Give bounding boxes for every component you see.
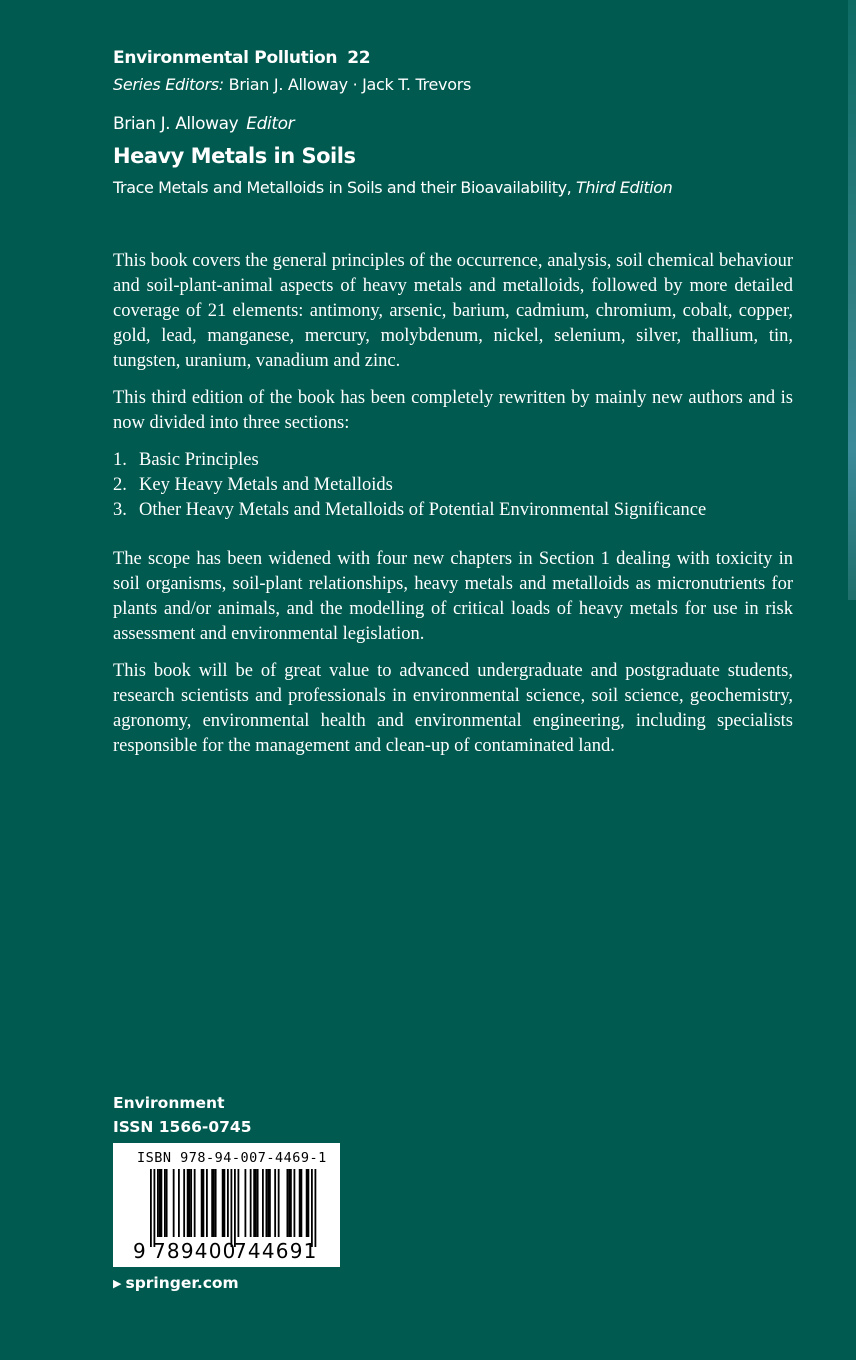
barcode-bar xyxy=(173,1169,175,1237)
barcode-bar xyxy=(150,1169,152,1247)
book-title: Heavy Metals in Soils xyxy=(113,144,356,168)
barcode-bar xyxy=(187,1169,189,1237)
series-title xyxy=(113,46,471,70)
list-item xyxy=(113,498,793,523)
barcode-bar xyxy=(274,1169,276,1237)
barcode-bar xyxy=(306,1169,308,1237)
issn-label: ISSN 1566-0745 xyxy=(113,1118,252,1136)
edition-text: Third Edition xyxy=(576,178,673,197)
editor-name: Brian J. Alloway xyxy=(113,114,239,134)
barcode-bar xyxy=(227,1169,229,1237)
barcode-bar xyxy=(231,1169,233,1247)
barcode-bar xyxy=(154,1169,156,1247)
sections-list xyxy=(113,448,793,523)
description-paragraph-2: This third edition of the book has been completely rewritten by mainly new authors and is now divided into three sections: xyxy=(113,388,793,433)
barcode-bar xyxy=(201,1169,203,1237)
list-number: 3. xyxy=(113,500,127,520)
barcode-bar xyxy=(255,1169,257,1237)
description xyxy=(113,249,793,759)
list-number: 2. xyxy=(113,475,127,495)
barcode-bar xyxy=(299,1169,301,1237)
barcode-bar xyxy=(288,1169,290,1237)
barcode-bar xyxy=(206,1169,208,1237)
series-editors xyxy=(113,73,471,97)
barcode-bar xyxy=(190,1169,192,1237)
barcode-bar xyxy=(308,1169,310,1237)
description-paragraph-4: This book will be of great value to advanced undergraduate and postgraduate students, research scientists and professionals in environmental science, soil science, geochemistry, agronomy, environmental health and environmental engineering, including specialists responsible for the management and clean-up of contaminated land. xyxy=(113,661,793,756)
arrow-right-icon: ▶ xyxy=(113,1277,122,1290)
barcode-bar xyxy=(189,1169,191,1237)
barcode-bar xyxy=(245,1169,247,1237)
barcode-right-digits: 744691 xyxy=(234,1239,318,1263)
isbn-text: ISBN 978-94-007-4469-1 xyxy=(137,1150,327,1166)
barcode-bar xyxy=(183,1169,185,1237)
barcode-bar xyxy=(266,1169,268,1237)
barcode-bar xyxy=(159,1169,161,1237)
list-number: 1. xyxy=(113,450,127,470)
barcode-bar xyxy=(161,1169,163,1237)
spine-edge xyxy=(848,0,856,600)
barcode xyxy=(113,1143,340,1267)
barcode-bar xyxy=(164,1169,166,1237)
barcode-bar xyxy=(234,1169,236,1247)
barcode-left-digits: 789400 xyxy=(153,1239,237,1263)
barcode-bar xyxy=(222,1169,224,1237)
barcode-bar xyxy=(166,1169,168,1237)
barcode-bar xyxy=(269,1169,271,1237)
barcode-bar xyxy=(224,1169,226,1237)
barcode-bar xyxy=(278,1169,280,1237)
barcode-bar xyxy=(238,1169,240,1237)
barcode-bar xyxy=(287,1169,289,1237)
barcode-bar xyxy=(290,1169,292,1237)
publisher-website: springer.com xyxy=(125,1274,239,1292)
barcode-bar xyxy=(257,1169,259,1237)
barcode-bar xyxy=(213,1169,215,1237)
book-subtitle xyxy=(113,175,672,201)
editor-role: Editor xyxy=(246,114,295,134)
barcode-first-digit: 9 xyxy=(133,1239,147,1263)
barcode-bar xyxy=(267,1169,269,1237)
barcode-bar xyxy=(250,1169,252,1237)
series-block xyxy=(113,46,471,97)
barcode-bar xyxy=(194,1169,196,1237)
series-editors-names: Brian J. Alloway · Jack T. Trevors xyxy=(228,75,472,94)
list-label: Other Heavy Metals and Metalloids of Potential Environmental Significance xyxy=(139,500,707,520)
series-volume: 22 xyxy=(347,48,371,68)
series-name: Environmental Pollution xyxy=(113,48,338,68)
barcode-bar xyxy=(203,1169,205,1237)
barcode-bar xyxy=(315,1169,317,1247)
barcode-bar xyxy=(294,1169,296,1237)
series-editors-label: Series Editors: xyxy=(113,75,224,94)
description-paragraph-3: The scope has been widened with four new chapters in Section 1 dealing with toxicity in soil organisms, soil-plant relationships, heavy metals and metalloids as micronutrients for plants and/or animals, and the modelling of critical loads of heavy metals for use in risk assessment and environmental legislation. xyxy=(113,549,793,644)
list-item xyxy=(113,448,793,473)
category-label: Environment xyxy=(113,1094,225,1112)
barcode-bar xyxy=(311,1169,313,1247)
barcode-bar xyxy=(211,1169,213,1237)
description-paragraph-1: This book covers the general principles of the occurrence, analysis, soil chemical behaviour and soil-plant-animal aspects of heavy metals and metalloids, followed by more detailed coverage of 21 elements: antimony, arsenic, barium, cadmium, chromium, cobalt, copper, gold, lead, manganese, mercury, molybdenum, nickel, selenium, silver, thallium, tin, tungsten, uranium, vanadium and zinc. xyxy=(113,251,793,371)
barcode-bar xyxy=(215,1169,217,1237)
barcode-bar xyxy=(301,1169,303,1237)
editor-line xyxy=(113,111,294,137)
subtitle-text: Trace Metals and Metalloids in Soils and their Bioavailability, xyxy=(113,178,572,197)
list-label: Key Heavy Metals and Metalloids xyxy=(139,475,393,495)
barcode-bar xyxy=(178,1169,180,1237)
barcode-bar xyxy=(262,1169,264,1237)
barcode-bar xyxy=(157,1169,159,1237)
publisher-link[interactable] xyxy=(113,1272,239,1295)
barcode-bar xyxy=(253,1169,255,1237)
list-item xyxy=(113,473,793,498)
footer-block xyxy=(113,1091,251,1139)
list-label: Basic Principles xyxy=(139,450,259,470)
